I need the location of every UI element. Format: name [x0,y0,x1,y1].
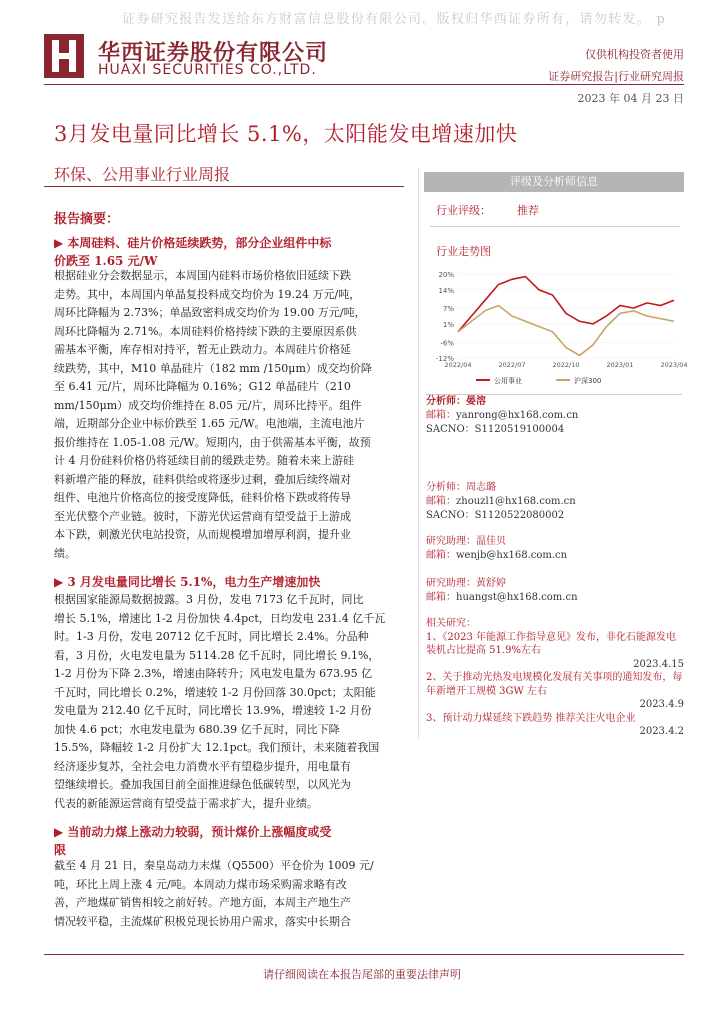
y-tick-label: -12% [435,355,454,363]
related-item-3: 3、预计动力煤延续下跌趋势 推荐关注火电企业 [426,712,636,724]
x-tick-label: 2023/01 [606,361,634,369]
report-subtitle: 环保、公用事业行业周报 [54,165,231,184]
section-2-body: 根据国家能源局数据披露。3 月份，发电 7173 亿千瓦时，同比 增长 5.1%，增速比 1-2 月份加快 4.4pct，日均发电 231.4 亿千瓦 时。1-3 月份，发电 20712 亿千瓦时，同比增长 2.4%。分品种 看，3 月份，火电发电量为 5114.28 亿千瓦时，同比增长 9.1%， 1-2 月份为下降 2.3%，增速由降转升；风电发电量为 673.95 亿 千瓦时，同比增长 0.2%，增速较 1-2 月份回落 30.0pct；太阳能 发电量为 212.40 亿千瓦时，同比增长 13.9%，增速较 1-2 月份 加快 4.6 pct；水电发电量为 680.39 亿千瓦时，同比下降 15.5%，降幅较 1-2 月份扩大 12.1pct。我们预计，未来随着我国 经济逐步复苏，全社会电力消费水平有望稳步提升，用电量有 望继续增长。叠加我国目前全面推进绿色低碳转型，以风光为 代表的新能源运营商有望受益于需求扩大，提升业绩。 [54,593,386,810]
y-tick-label: 7% [442,305,454,314]
series-line-1 [458,277,674,332]
report-type: 证券研究报告|行业研究周报 [548,70,684,83]
audience-note: 仅供机构投资者使用 [585,48,684,61]
analyst-3: 研究助理：温佳贝 邮箱：wenjb@hx168.com.cn [426,536,568,561]
analyst-4-email: huangst@hx168.com.cn [456,592,578,603]
header-divider [44,84,684,85]
related-title: 相关研究： [426,618,476,629]
x-tick-label: 2022/04 [444,361,472,369]
report-title: 3月发电量同比增长 5.1%，太阳能发电增速加快 [54,122,518,146]
x-tick-label: 2023/04 [660,361,688,369]
brand-name-en: HUAXI SECURITIES CO.,LTD. [98,62,317,78]
rating-box-title: 评级及分析师信息 [424,172,684,192]
analyst-1-email: yanrong@hx168.com.cn [456,410,579,421]
brand-name-cn: 华西证券股份有限公司 [98,41,329,66]
legend-label-1: 公用事业 [494,377,522,385]
rating-value: 推荐 [517,204,539,217]
trend-chart [426,268,688,386]
rating-divider [430,226,680,227]
related-research: 相关研究： 1、《2023 年能源工作指导意见》发布，非化石能源发电装机占比提高 51.9%左右 2023.4.15 2、关于推动光热发电规模化发展有关事项的通知发布，每年新增开工规模 3GW 左右 2023.4.9 3、预计动力煤延续下跌趋势 推荐关注火电企业 2023.4.2 [426,618,684,737]
section-2-heading: ▶ 3 月发电量同比增长 5.1%，电力生产增速加快 [54,575,321,589]
summary-label: 报告摘要： [54,212,120,227]
legal-notice-footer: 请仔细阅读在本报告尾部的重要法律声明 [263,968,461,981]
subtitle-divider [44,186,404,187]
x-tick-label: 2022/10 [552,361,580,369]
industry-rating: 行业评级： 推荐 [436,204,539,217]
section-1-heading: ▶ 本周硅料、硅片价格延续跌势，部分企业组件中标 价跌至 1.65 元/W [54,236,332,268]
legend-label-2: 沪深300 [574,377,602,385]
y-tick-label: 14% [438,286,454,295]
watermark: 证券研究报告发送给东方财富信息股份有限公司。版权归华西证券所有，请勿转发。 p [122,12,667,27]
trend-chart-title: 行业走势图 [436,245,491,258]
x-tick-label: 2022/07 [498,361,526,369]
y-tick-label: -6% [440,339,454,348]
footer-divider [44,954,684,955]
analyst-2-email: zhouzl1@hx168.com.cn [456,496,576,507]
section-1-body: 根据硅业分会数据显示，本周国内硅料市场价格依旧延续下跌 走势。其中，本周国内单晶复投料成交均价为 19.24 万元/吨， 周环比降幅为 2.73%；单晶致密料成交均价为 19.00 万元/吨， 周环比降幅为 2.71%。本周硅料价格持续下跌的主要原因系供 需基本平衡，库存相对持平，暂无止跌动力。本周硅片价格延 续跌势，其中，M10 单晶硅片（182 mm /150μm）成交均价降 至 6.41 元/片，周环比降幅为 0.16%；G12 单晶硅片（210 mm/150μm）成交均价维持在 8.05 元/片，周环比持平。组件 端，近期部分企业中标价跌至 1.65 元/W。电池端，主流电池片 报价维持在 1.05-1.08 元/W。短期内，由于供需基本平衡，故预 计 4 月份硅料价格仍将延续目前的缓跌走势。随着未来上游硅 料新增产能的释放，硅料供给或将逐步过剩，叠加后续终端对 组件、电池片价格高位的接受度降低，硅料价格下跌或将传导 至光伏整个产业链。彼时，下游光伏运营商有望受益于上游成 本下跌，刺激光伏电站投资，从而规模增加增厚利润，提升业 绩。 [54,269,372,560]
huaxi-logo [44,34,84,78]
analyst-2: 分析师：周志璐 邮箱：zhouzl1@hx168.com.cn SACNO：S1120522080002 [426,482,576,521]
y-tick-label: 1% [442,320,454,329]
y-tick-label: 20% [438,271,454,279]
related-item-1: 1、《2023 年能源工作指导意见》发布，非化石能源发电装机占比提高 51.9%左右 [426,631,676,656]
report-date: 2023 年 04 月 23 日 [577,92,684,105]
related-item-2: 2、关于推动光热发电规模化发展有关事项的通知发布，每年新增开工规模 3GW 左右 [426,672,683,697]
column-divider [418,168,419,738]
analyst-4: 研究助理：黄舒婷 邮箱：huangst@hx168.com.cn [426,578,578,603]
section-3-heading: ▶ 当前动力煤上涨动力较弱，预计煤价上涨幅度或受 限 [54,825,332,857]
analyst-1: 分析师：晏溶 邮箱：yanrong@hx168.com.cn SACNO：S1120519100004 [426,396,579,435]
section-3-body: 截至 4 月 21 日，秦皇岛动力末煤（Q5500）平仓价为 1009 元/ 吨，环比上周上涨 4 元/吨。本周动力煤市场采购需求略有改 善，产地煤矿销售相较之前好转。产地方面，本周主产地生产 情况较平稳，主流煤矿积极兑现长协用户需求，落实中长期合 [54,859,374,928]
analyst-3-email: wenjb@hx168.com.cn [456,550,568,561]
